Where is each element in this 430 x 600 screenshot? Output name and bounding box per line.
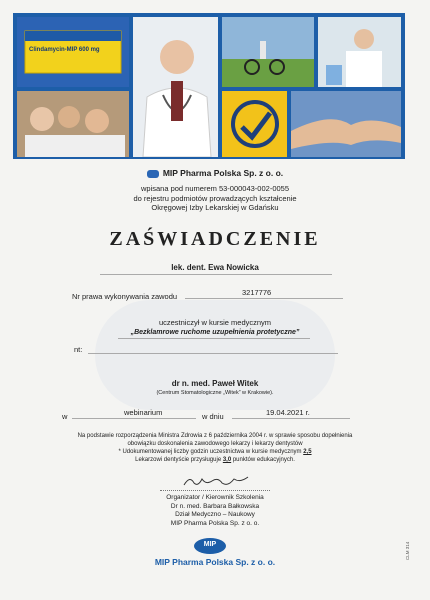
topic-underline bbox=[88, 353, 338, 354]
date-prefix: w dniu bbox=[202, 412, 224, 421]
legal-line-2: obowiązku doskonalenia zawodowego lekarzy i lekarzy dentystów bbox=[127, 441, 303, 447]
license-underline bbox=[185, 298, 343, 299]
signature-image bbox=[182, 473, 252, 489]
handshake-photo bbox=[291, 91, 401, 157]
course-title: „Bezklamrowe ruchome uzupełnienia protetyczne” bbox=[130, 329, 300, 336]
footer-logo-text: MIP bbox=[203, 541, 217, 548]
legal-points: 3,0 bbox=[222, 457, 232, 463]
side-code: CLM 314 bbox=[405, 541, 410, 560]
organizer-name: Dr n. med. Barbara Bałkowska bbox=[170, 502, 260, 510]
company-logo-icon bbox=[147, 170, 159, 178]
photo-banner bbox=[13, 13, 405, 159]
signature-line bbox=[160, 490, 270, 491]
legal-hours: 2,5 bbox=[303, 449, 312, 455]
cyclists-photo bbox=[222, 17, 314, 87]
legal-line-4: Lekarzowi dentyście przysługuje 3,0 punktów edukacyjnych. bbox=[135, 457, 295, 463]
lab-scientist-photo bbox=[318, 17, 401, 87]
form-underline bbox=[72, 418, 196, 419]
license-label: Nr prawa wykonywania zawodu bbox=[72, 292, 178, 301]
organizer-company: MIP Pharma Polska Sp. z o. o. bbox=[170, 519, 260, 527]
organizer-role: Organizator / Kierownik Szkolenia bbox=[166, 494, 264, 501]
lecturer-affiliation: (Centrum Stomatologiczne „Witek” w Krakowie). bbox=[156, 390, 274, 396]
company-header: MIP Pharma Polska Sp. z o. o. bbox=[0, 168, 430, 178]
footer-company: MIP Pharma Polska Sp. z o. o. bbox=[154, 557, 276, 567]
form-prefix: w bbox=[62, 412, 68, 421]
organizer-block bbox=[0, 494, 430, 528]
legal-line-1: Na podstawie rozporządzenia Ministra Zdrowia z 6 października 2004 r. w sprawie sposobu dopełnienia bbox=[77, 433, 353, 439]
registry-line-3: Okręgowej Izby Lekarskiej w Gdańsku bbox=[151, 203, 279, 212]
certificate-title: ZAŚWIADCZENIE bbox=[109, 228, 321, 250]
product-box-image bbox=[17, 17, 129, 87]
license-number: 3217776 bbox=[242, 288, 272, 297]
doctor-photo bbox=[133, 17, 218, 157]
recipient-name: lek. dent. Ewa Nowicka bbox=[171, 263, 259, 272]
legal-text bbox=[0, 432, 430, 464]
date-underline bbox=[232, 418, 350, 419]
registry-line-1: wpisana pod numerem 53-000043-002-0055 bbox=[140, 184, 290, 193]
legal-line-3: * Udokumentowanej liczby godzin uczestnictwa w kursie medycznym 2,5 bbox=[118, 449, 312, 455]
lecturer-name: dr n. med. Paweł Witek bbox=[171, 379, 259, 388]
form-value: webinarium bbox=[124, 408, 163, 417]
product-box-label: Clindamycin-MIP 600 mg bbox=[29, 47, 100, 53]
participation-text: uczestniczył w kursie medycznym bbox=[158, 318, 272, 327]
topic-label: nt: bbox=[74, 345, 83, 354]
organizer-dept: Dział Medyczno – Naukowy bbox=[175, 511, 255, 518]
course-underline bbox=[118, 338, 310, 339]
registry-line-2: do rejestru podmiotów prowadzących kształcenie bbox=[133, 193, 297, 203]
family-photo bbox=[17, 91, 129, 157]
recipient-underline bbox=[100, 274, 332, 275]
date-value: 19.04.2021 r. bbox=[266, 408, 310, 417]
checkmark-icon bbox=[222, 91, 287, 157]
registry-info bbox=[0, 184, 430, 213]
